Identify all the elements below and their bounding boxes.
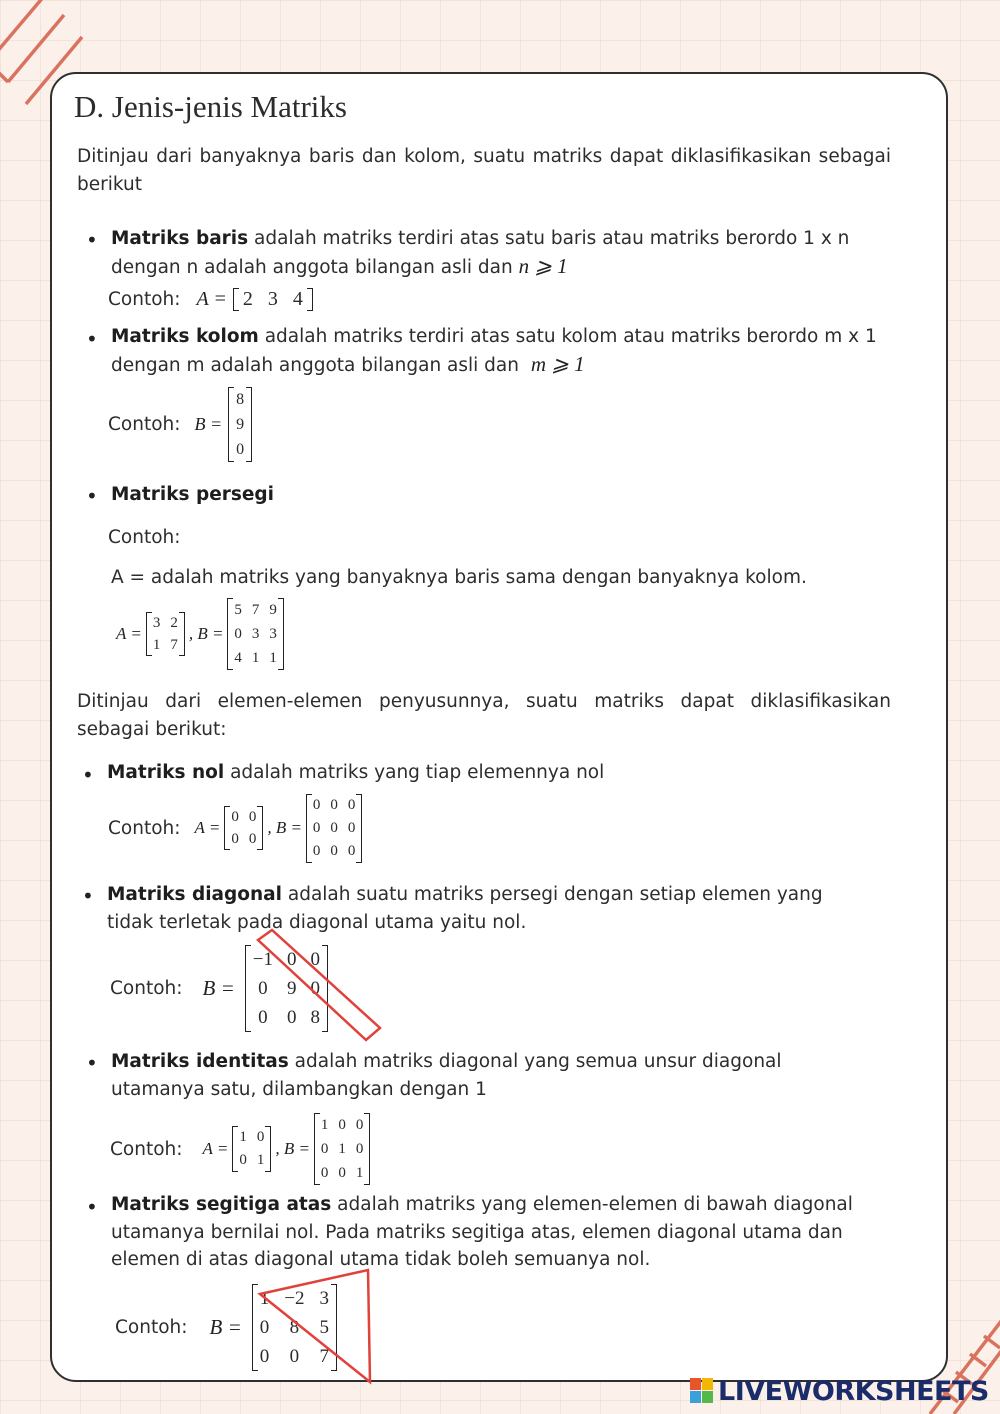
matrix-cell: 0 [231,831,239,847]
matrix-cell: 0 [330,796,338,813]
matrix-cell: 5 [319,1316,329,1338]
matrix-identitas-a [232,1126,271,1172]
matrix-cell: 0 [355,1141,364,1157]
matrix-cell: 7 [170,637,178,653]
matrix-cell: 1 [338,1141,346,1157]
term-identitas: Matriks identitas [111,1051,289,1072]
bullet-icon: • [82,884,94,908]
matrix-cell: 4 [234,650,242,666]
matrix-cell: 2 [170,615,178,631]
matrix-cell: 4 [292,287,303,310]
example-baris [108,285,313,313]
matrix-cell: 0 [286,1006,297,1028]
matrix-cell: 3 [319,1287,329,1309]
matrix-cell: 1 [355,1165,364,1181]
matrix-cell: 0 [248,831,257,847]
matrix-baris [233,288,313,311]
matrix-cell: 0 [289,1345,300,1367]
matrix-cell: 5 [234,602,242,618]
var-a: A = [116,624,142,643]
contoh-label: Contoh: [108,413,181,435]
matrix-cell: 0 [256,1129,265,1145]
bullet-icon: • [86,228,98,252]
contoh-label: Contoh: [108,288,181,310]
matrix-cell: 0 [310,977,320,999]
matrix-cell: 8 [236,390,245,408]
matrix-cell: 0 [347,819,356,836]
matrix-cell: 1 [251,650,260,666]
matrix-nol-b [306,794,363,863]
matrix-cell: 1 [239,1129,247,1145]
desc-kolom: adalah matriks terdiri atas satu kolom atau matriks berordo m x 1 dengan m adalah anggota bilangan asli dan [111,326,877,376]
matrix-cell: 0 [239,1152,247,1168]
matrix-cell: 3 [269,626,277,642]
example-persegi [116,599,284,669]
desc-nol: adalah matriks yang tiap elemennya nol [224,762,605,783]
desc-segitiga: adalah matriks yang elemen-elemen di bawah diagonal utamanya bernilai nol. Pada matriks segitiga atas, elemen diagonal utama dan elemen di atas diagonal utama tidak boleh semuanya nol. [111,1194,853,1270]
matrix-cell: 0 [347,842,356,859]
matrix-cell: 0 [330,819,338,836]
matrix-cell: 0 [259,1345,270,1367]
matrix-cell: 0 [231,809,239,825]
matrix-cell: 0 [320,1141,329,1157]
desc-baris: adalah matriks terdiri atas satu baris atau matriks berordo 1 x n dengan n adalah anggota bilangan asli dan [111,228,850,278]
cond-kolom: m ⩾ 1 [530,351,585,376]
matrix-cell: 0 [286,948,297,970]
desc-identitas: adalah matriks diagonal yang semua unsur diagonal utamanya satu, dilambangkan dengan 1 [111,1051,782,1100]
var-kolom: B = [194,413,223,434]
matrix-cell: −1 [252,948,273,970]
var-a: A = [194,818,221,837]
matrix-cell: 2 [242,287,253,310]
matrix-identitas-b [314,1113,371,1185]
item-kolom [111,323,881,379]
intro-paragraph-2: Ditinjau dari elemen-elemen penyusunnya, suatu matriks dapat diklasifikasikan sebagai berikut: [77,691,891,740]
term-persegi: Matriks persegi [111,484,275,505]
bullet-icon: • [86,484,98,508]
var-diagonal: B = [202,975,235,1000]
item-baris [111,225,881,281]
diagonal-highlight-icon [250,928,390,1048]
matrix-cell: 0 [258,977,268,999]
term-diagonal: Matriks diagonal [107,884,282,905]
page-title: D. Jenis-jenis Matriks [74,89,347,124]
term-nol: Matriks nol [107,762,225,783]
matrix-cell: 1 [152,637,161,653]
matrix-cell: 0 [258,1006,268,1028]
matrix-persegi-a [146,612,185,656]
matrix-cell: 3 [267,287,278,310]
matrix-cell: 0 [330,842,338,859]
term-segitiga: Matriks segitiga atas [111,1194,332,1215]
example-nol [108,794,362,862]
matrix-cell: 0 [234,626,242,642]
term-baris: Matriks baris [111,228,249,249]
matrix-nol-a [224,806,263,850]
var-baris: A = [196,287,227,310]
matrix-cell: 1 [259,1287,270,1309]
bullet-icon: • [86,327,98,351]
matrix-cell: 0 [312,819,321,836]
contoh-label: Contoh: [110,1138,183,1160]
example-kolom [108,386,252,462]
matrix-cell: 0 [338,1165,346,1181]
matrix-cell: 0 [347,796,356,813]
var-b: , B = [188,624,224,643]
footer-brand: LIVEWORKSHEETS [718,1376,989,1407]
matrix-cell: 0 [310,948,320,970]
matrix-cell: 0 [236,440,245,458]
item-segitiga [111,1191,916,1274]
contoh-label: Contoh: [108,817,181,839]
matrix-cell: 3 [152,615,161,631]
liveworksheets-logo-icon [690,1378,714,1404]
bullet-icon: • [86,1195,98,1219]
matrix-cell: 9 [236,415,245,433]
intro-paragraph-1: Ditinjau dari banyaknya baris dan kolom, suatu matriks dapat diklasifikasikan sebagai berikut [77,146,891,195]
term-kolom: Matriks kolom [111,326,259,347]
matrix-persegi-b [227,598,284,670]
desc-diagonal: adalah suatu matriks persegi dengan setiap elemen yang tidak terletak pada diagonal utama yaitu nol. [107,884,823,933]
matrix-cell: 9 [269,602,277,618]
matrix-cell: 7 [251,602,260,618]
matrix-cell: 1 [320,1117,329,1133]
matrix-cell: 0 [248,809,257,825]
matrix-cell: 0 [320,1165,329,1181]
item-identitas [111,1048,841,1103]
cond-baris: n ⩾ 1 [518,253,568,278]
matrix-cell: −2 [284,1287,305,1309]
matrix-cell: 8 [310,1006,320,1028]
bullet-icon: • [86,1051,98,1075]
matrix-cell: 1 [269,650,277,666]
matrix-cell: 0 [312,842,321,859]
var-b: , B = [275,1139,310,1158]
matrix-cell: 1 [256,1152,265,1168]
matrix-cell: 0 [338,1117,346,1133]
triangle-highlight-icon [250,1262,380,1387]
bullet-icon: • [82,763,94,787]
matrix-cell: 8 [289,1316,300,1338]
item-persegi [111,481,274,509]
var-b: , B = [267,818,302,837]
item-diagonal [107,881,827,936]
matrix-kolom [228,387,252,462]
example-identitas [110,1114,370,1184]
var-segitiga: B = [209,1314,242,1339]
definition-persegi: A = adalah matriks yang banyaknya baris sama dengan banyaknya kolom. [111,567,807,588]
matrix-cell: 7 [319,1345,329,1367]
var-a: A = [202,1139,229,1158]
contoh-label: Contoh: [115,1316,188,1338]
contoh-label: Contoh: [110,977,183,999]
contoh-label: Contoh: [108,527,181,548]
matrix-cell: 0 [355,1117,364,1133]
matrix-cell: 0 [259,1316,270,1338]
matrix-cell: 3 [251,626,260,642]
matrix-cell: 9 [286,977,297,999]
matrix-cell: 0 [312,796,321,813]
item-nol [107,759,604,787]
